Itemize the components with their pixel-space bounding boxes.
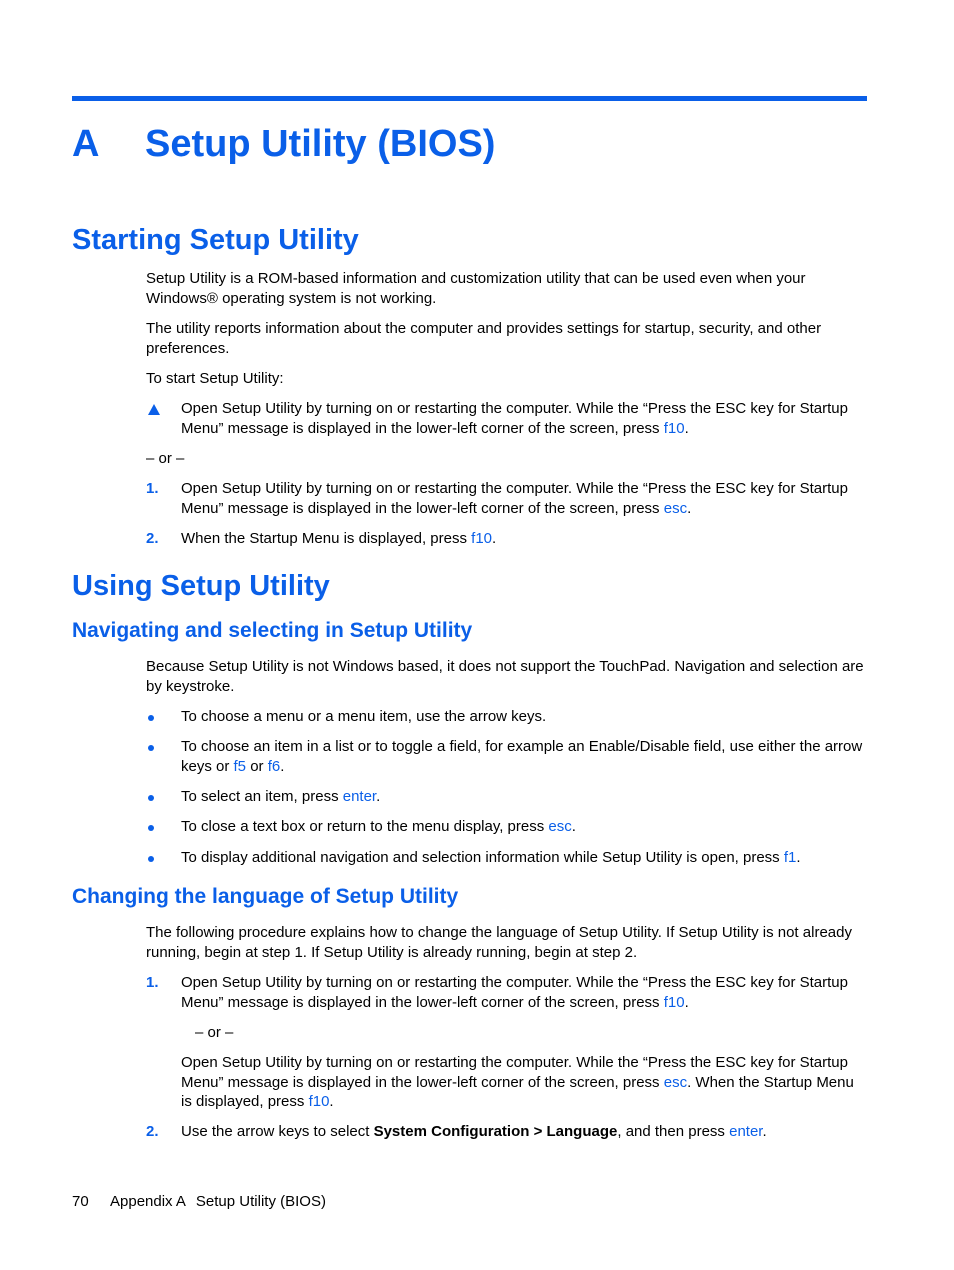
punctuation: .	[796, 849, 801, 866]
bullet-text	[181, 817, 868, 837]
punctuation: .	[329, 1093, 334, 1110]
page-footer	[72, 1192, 326, 1212]
step-number: 2.	[146, 530, 159, 547]
chapter-title-text: Setup Utility (BIOS)	[145, 123, 496, 165]
step-text-body: Open Setup Utility by turning on or restarting the computer. While the “Press the ESC key for Startup Menu” message is displayed in the lower-left corner of the screen, press	[181, 1054, 848, 1091]
footer-appendix: Appendix A	[110, 1193, 186, 1210]
punctuation: .	[684, 993, 689, 1011]
step-text-body: . When the Startup Menu is displayed, press	[181, 1073, 854, 1110]
step-text	[181, 973, 868, 1012]
or-separator: – or –	[195, 1024, 234, 1041]
punctuation: .	[687, 499, 692, 517]
step-number: 1.	[146, 974, 159, 991]
connector: or	[246, 757, 268, 775]
bullet-icon	[148, 856, 154, 862]
key-esc: esc	[663, 1073, 688, 1091]
punctuation: .	[492, 530, 497, 547]
step-number: 1.	[146, 480, 159, 497]
triangle-bullet-icon	[148, 404, 160, 415]
punctuation: .	[684, 419, 689, 437]
paragraph-navigation: Because Setup Utility is not Windows based, it does not support the TouchPad. Navigation and selection are by keystroke.	[146, 658, 864, 695]
bullet-icon	[148, 825, 154, 831]
step-text-body: Open Setup Utility by turning on or restarting the computer. While the “Press the ESC key for Startup Menu” message is displayed in the lower-left corner of the screen, press	[181, 974, 848, 1011]
step-text	[181, 529, 868, 549]
key-esc: esc	[548, 818, 572, 835]
alternate-step-text	[181, 1053, 868, 1112]
step-text-body: Open Setup Utility by turning on or restarting the computer. While the “Press the ESC key for Startup Menu” message is displayed in the lower-left corner of the screen, press	[181, 480, 848, 517]
step-text: Open Setup Utility by turning on or restarting the computer. While the “Press the ESC key for Startup Menu” message is displayed in the lower-left corner of the screen, press	[181, 400, 848, 437]
bullet-text-body: To display additional navigation and selection information while Setup Utility is open, press	[181, 849, 784, 866]
bullet-text	[181, 737, 868, 776]
paragraph-to-start: To start Setup Utility:	[146, 370, 284, 387]
step-text	[181, 1122, 868, 1142]
punctuation: .	[280, 757, 285, 775]
step-text-body: Use the arrow keys to select	[181, 1123, 374, 1140]
key-f10: f10	[663, 993, 685, 1011]
bullet-text: To choose a menu or a menu item, use the arrow keys.	[181, 708, 547, 725]
punctuation: .	[762, 1123, 767, 1140]
bullet-text	[181, 787, 868, 807]
chapter-letter: A	[72, 123, 100, 165]
key-f5: f5	[233, 757, 247, 775]
key-f10: f10	[308, 1093, 330, 1110]
page-number: 70	[72, 1193, 89, 1210]
heading-starting-setup-utility: Starting Setup Utility	[72, 224, 359, 256]
key-f1: f1	[783, 849, 797, 866]
key-enter: enter	[729, 1123, 763, 1140]
bullet-icon	[148, 715, 154, 721]
step-number: 2.	[146, 1123, 159, 1140]
or-separator: – or –	[146, 450, 185, 467]
paragraph-intro: Setup Utility is a ROM-based information and customization utility that can be used even when your Windows® operating system is not working.	[146, 270, 806, 307]
punctuation: .	[376, 788, 381, 805]
menu-path: System Configuration > Language	[373, 1123, 618, 1140]
heading-using-setup-utility: Using Setup Utility	[72, 570, 330, 602]
punctuation: .	[571, 818, 576, 835]
bullet-icon	[148, 745, 154, 751]
bullet-text-body: To close a text box or return to the menu display, press	[181, 818, 549, 835]
bullet-icon	[148, 795, 154, 801]
heading-navigating-selecting: Navigating and selecting in Setup Utility	[72, 619, 473, 642]
paragraph-utility-info: The utility reports information about the computer and provides settings for startup, security, and other preferences.	[146, 320, 822, 357]
key-f6: f6	[267, 757, 281, 775]
chapter-rule	[72, 96, 867, 101]
chapter-title	[72, 120, 495, 168]
step-text-body: , and then press	[617, 1123, 730, 1140]
footer-title: Setup Utility (BIOS)	[195, 1193, 326, 1210]
bullet-text	[181, 848, 868, 868]
step-text-body: When the Startup Menu is displayed, press	[181, 530, 472, 547]
key-f10: f10	[663, 419, 685, 437]
key-enter: enter	[342, 788, 377, 805]
step-text	[181, 479, 868, 518]
triangle-step-text	[181, 399, 868, 438]
heading-changing-language: Changing the language of Setup Utility	[72, 885, 459, 908]
paragraph-language-procedure: The following procedure explains how to change the language of Setup Utility. If Setup Utility is not already running, begin at step 1. If Setup Utility is already running, begin at step 2.	[146, 924, 852, 961]
key-f10: f10	[471, 530, 493, 547]
key-esc: esc	[663, 499, 688, 517]
bullet-text-body: To select an item, press	[181, 788, 343, 805]
bullet-text-body: To choose an item in a list or to toggle a field, for example an Enable/Disable field, use either the arrow keys or	[181, 738, 863, 775]
